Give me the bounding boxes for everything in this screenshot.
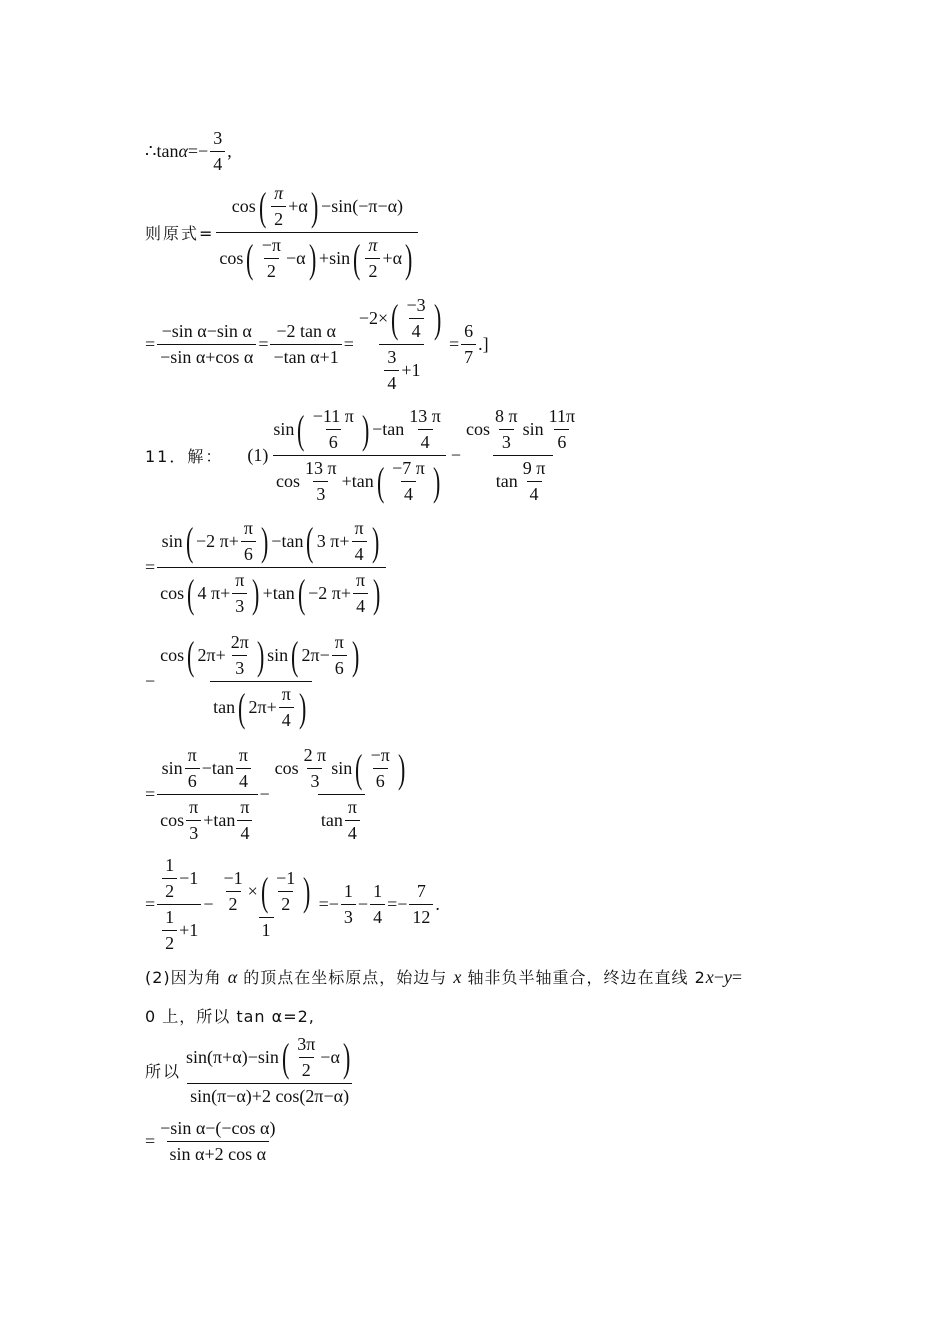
denominator: 6 xyxy=(326,429,341,453)
numerator: π xyxy=(368,235,378,255)
paren-group: ( −2 π+ $\frac{\pi}{6}$ ) xyxy=(185,518,269,564)
step-5-fraction-b xyxy=(215,868,316,941)
sin-fn: sin xyxy=(267,645,289,665)
denominator: 4 xyxy=(236,768,251,792)
numerator: π xyxy=(243,518,253,538)
numerator: 6 xyxy=(464,321,474,341)
plus-alpha: +α xyxy=(288,196,308,216)
numerator: 2 π xyxy=(303,745,327,765)
text: 的顶点在坐标原点，始边与 xyxy=(237,968,454,987)
minus-two-times: −2× xyxy=(358,308,389,328)
numerator: 8 π xyxy=(495,406,518,426)
step-4-fraction-a xyxy=(157,745,257,844)
term: 3 π+ xyxy=(316,531,350,551)
step-5-fraction-a xyxy=(157,855,201,954)
minus-sin: −sin xyxy=(247,1047,279,1067)
numerator: −3 xyxy=(406,295,426,315)
numerator: 11π xyxy=(548,406,576,426)
text: 0 上，所以 tan α=2, xyxy=(145,1007,315,1026)
plus-one: +1 xyxy=(401,360,421,380)
denominator: 2 xyxy=(271,206,286,230)
term: 4 π+ xyxy=(197,583,231,603)
fraction xyxy=(520,458,549,505)
sin-fn: sin xyxy=(522,419,544,439)
numerator: 1 xyxy=(165,855,175,875)
fraction xyxy=(368,745,393,792)
result-fraction xyxy=(461,321,476,368)
denominator xyxy=(493,455,554,505)
numerator: 7 xyxy=(416,881,426,901)
denominator: 3 xyxy=(186,820,201,844)
equals: = xyxy=(343,334,354,354)
problem-11-line xyxy=(145,406,585,505)
sin-fn: sin xyxy=(273,419,295,439)
denominator: sin α+2 cos α xyxy=(167,1141,270,1165)
denominator: 6 xyxy=(332,655,347,679)
big-fraction-denominator xyxy=(216,232,418,282)
plus-tan: +tan xyxy=(341,471,374,491)
term: −2 π+ xyxy=(195,531,239,551)
term: −2 π+ xyxy=(308,583,352,603)
denominator xyxy=(273,455,446,505)
minus-tan: −tan xyxy=(271,531,304,551)
fraction xyxy=(389,458,428,505)
paren-group: ( $\frac{\pi}{2}$ +α ) xyxy=(353,235,413,281)
paren-group: ( $\frac{-\pi}{6}$ ) xyxy=(355,745,406,791)
numerator: π xyxy=(334,632,344,652)
equals-minus: =− xyxy=(318,894,339,914)
paren-group: ( $\frac{3\pi}{2}$ −α ) xyxy=(281,1034,351,1080)
fraction-neg3-4 xyxy=(404,295,429,342)
cos-fn: cos xyxy=(231,196,256,216)
numerator: π xyxy=(281,684,291,704)
fraction xyxy=(301,745,330,792)
denominator: 2 xyxy=(162,878,177,902)
denominator: 4 xyxy=(352,541,367,565)
step-3-line xyxy=(145,632,367,731)
denominator: 2 xyxy=(162,930,177,954)
step-2-fraction xyxy=(157,518,386,617)
cos-fn: cos xyxy=(466,419,491,439)
denominator: −tan α+1 xyxy=(270,344,341,368)
denominator: 4 xyxy=(418,429,433,453)
denominator: 12 xyxy=(409,904,433,928)
numerator: π xyxy=(189,797,199,817)
plus-sin: +sin xyxy=(318,248,351,268)
fraction-a xyxy=(270,406,449,505)
fraction-b xyxy=(463,406,583,505)
fraction xyxy=(302,458,340,505)
part-2-paragraph xyxy=(145,958,810,1036)
text: (2)因为角 xyxy=(145,968,228,987)
denominator: 4 xyxy=(370,904,385,928)
numerator: 3π xyxy=(297,1034,316,1054)
fraction xyxy=(352,518,367,565)
fraction xyxy=(186,797,201,844)
numerator: π xyxy=(187,745,197,765)
numerator: −11 π xyxy=(312,406,354,426)
minus-sin: −sin xyxy=(321,196,353,216)
numerator: −sin α−sin α xyxy=(161,321,252,341)
denominator: 6 xyxy=(241,541,256,565)
numerator: π xyxy=(274,183,284,203)
numerator xyxy=(157,855,201,904)
denominator xyxy=(157,567,386,617)
fraction xyxy=(185,745,200,792)
denominator: 6 xyxy=(373,768,388,792)
step-4-line xyxy=(145,745,413,844)
fraction-3-4 xyxy=(210,128,225,175)
tan-fn: tan xyxy=(213,697,236,717)
denominator: −sin α+cos α xyxy=(157,344,256,368)
denominator: 4 xyxy=(279,707,294,731)
denominator: 2 xyxy=(365,258,380,282)
denominator: 4 xyxy=(384,370,399,394)
minus: − xyxy=(713,967,724,987)
term: 2π+ xyxy=(197,645,226,665)
fraction-7-12 xyxy=(409,881,433,928)
numerator: 1 xyxy=(373,881,383,901)
denominator: 7 xyxy=(461,344,476,368)
big-fraction xyxy=(216,183,418,282)
paren-group: ( $\frac{-3}{4}$ ) xyxy=(391,295,442,341)
denominator: 6 xyxy=(185,768,200,792)
minus-tan: −tan xyxy=(201,758,234,778)
denominator: 4 xyxy=(401,481,416,505)
var-y: y xyxy=(723,967,732,987)
plus-alpha: +α xyxy=(382,248,403,268)
numerator xyxy=(215,868,316,917)
cos-fn: cos xyxy=(160,583,185,603)
part-2-fraction-line xyxy=(145,1034,358,1107)
sin-fn: sin xyxy=(186,1047,208,1067)
minus: − xyxy=(450,445,462,465)
numerator: 3 xyxy=(387,347,397,367)
period: . xyxy=(435,894,440,914)
argument: (π+α) xyxy=(207,1047,248,1067)
denominator: 1 xyxy=(259,917,274,941)
denominator: 3 xyxy=(307,768,322,792)
fraction xyxy=(237,797,252,844)
fraction-3-4 xyxy=(384,347,399,394)
minus-one: −1 xyxy=(179,868,199,888)
part-2-fraction xyxy=(183,1034,356,1107)
fraction xyxy=(162,855,177,902)
step-4-fraction-b xyxy=(272,745,412,844)
fraction xyxy=(279,684,294,731)
numerator: −π xyxy=(261,235,281,255)
line-original-expression xyxy=(145,183,420,282)
cos-fn: cos xyxy=(160,810,185,830)
alpha: α xyxy=(227,967,238,987)
numerator: 13 π xyxy=(305,458,337,478)
paren-group: ( $\frac{-\pi}{2}$ −α ) xyxy=(246,235,316,281)
minus: − xyxy=(357,894,369,914)
fraction-1-3 xyxy=(341,881,356,928)
therefore-tan: ∴tan xyxy=(145,141,179,161)
equals-minus: =− xyxy=(187,141,209,161)
tan-fn: tan xyxy=(495,471,518,491)
numerator: −1 xyxy=(223,868,243,888)
paren-group: ( $\frac{-7 \pi}{4}$ ) xyxy=(376,458,441,504)
denominator: 6 xyxy=(554,429,569,453)
sin-fn: sin xyxy=(331,758,353,778)
fraction-neg-pi-2 xyxy=(259,235,284,282)
label-original-expression: 则原式= xyxy=(145,224,215,243)
numerator xyxy=(157,632,365,681)
big-fraction-numerator xyxy=(229,183,406,232)
fraction xyxy=(228,632,252,679)
numerator: 3 xyxy=(213,128,223,148)
denominator: 3 xyxy=(232,593,247,617)
numerator xyxy=(159,745,256,794)
denominator xyxy=(157,904,201,954)
label-so: 所以 xyxy=(145,1062,182,1081)
cos-fn: cos xyxy=(274,758,299,778)
numerator: π xyxy=(356,570,366,590)
fraction xyxy=(232,570,247,617)
var-x: x xyxy=(453,967,462,987)
plus-tan: +tan xyxy=(203,810,236,830)
minus-alpha: −α xyxy=(320,1047,340,1067)
minus-tan: −tan xyxy=(372,419,405,439)
numerator: π xyxy=(347,797,357,817)
line-simplification xyxy=(145,295,489,394)
paren-group: ( 4 π+ $\frac{\pi}{3}$ ) xyxy=(187,570,260,616)
denominator xyxy=(157,794,257,844)
equals: = xyxy=(145,1131,156,1151)
tan-fn: tan xyxy=(320,810,343,830)
numerator: 1 xyxy=(343,881,353,901)
numerator: −2 tan α xyxy=(276,321,336,341)
denominator xyxy=(210,681,312,731)
denominator: 2 xyxy=(278,891,293,915)
numerator xyxy=(463,406,583,455)
numerator xyxy=(272,745,412,794)
part-2-result-fraction xyxy=(157,1118,278,1165)
equals: = xyxy=(449,334,460,354)
fraction xyxy=(310,406,357,453)
numerator: π xyxy=(238,745,248,765)
plus-one: +1 xyxy=(179,920,199,940)
denominator: sin(π−α)+2 cos(2π−α) xyxy=(187,1083,352,1107)
fraction xyxy=(546,406,578,453)
denominator: 2 xyxy=(226,891,241,915)
end-bracket: .] xyxy=(478,334,489,354)
numerator: 2π xyxy=(230,632,249,652)
paren-group: ( 2π+ $\frac{\pi}{4}$ ) xyxy=(238,684,307,730)
fraction xyxy=(273,868,298,915)
part-1-label: (1) xyxy=(247,445,269,465)
paren-group: ( 2π− $\frac{\pi}{6}$ ) xyxy=(291,632,360,678)
denominator: 3 xyxy=(232,655,247,679)
fraction xyxy=(492,406,521,453)
denominator: 4 xyxy=(409,318,424,342)
fraction xyxy=(220,868,245,915)
sin-fn: sin xyxy=(161,758,183,778)
times: × xyxy=(247,881,258,901)
fraction-sin-cos xyxy=(157,321,256,368)
numerator: −π xyxy=(370,745,390,765)
cos-fn: cos xyxy=(276,471,301,491)
fraction-pi-2 xyxy=(365,235,380,282)
fraction-1-4 xyxy=(370,881,385,928)
fraction-substitution xyxy=(356,295,447,394)
fraction xyxy=(162,907,177,954)
denominator: 3 xyxy=(499,429,514,453)
equals: = xyxy=(731,967,743,987)
denominator: 4 xyxy=(527,481,542,505)
numerator xyxy=(356,295,447,344)
paren-group: ( $\frac{\pi}{2}$ +α ) xyxy=(258,183,319,229)
fraction xyxy=(294,1034,318,1081)
alpha: α xyxy=(178,141,188,161)
denominator: 4 xyxy=(345,820,360,844)
equals: = xyxy=(145,784,156,804)
fraction xyxy=(345,797,360,844)
denominator: 2 xyxy=(264,258,279,282)
denominator: 3 xyxy=(341,904,356,928)
part-2-result-line xyxy=(145,1118,280,1165)
denominator: 4 xyxy=(353,593,368,617)
fraction-pi-2 xyxy=(271,183,286,230)
paren-group: ( −2 π+ $\frac{\pi}{4}$ ) xyxy=(297,570,381,616)
denominator: 4 xyxy=(210,151,225,175)
cos-fn: cos xyxy=(219,248,244,268)
minus: − xyxy=(259,784,270,804)
numerator: −7 π xyxy=(392,458,425,478)
step-3-fraction xyxy=(157,632,365,731)
cos-fn: cos xyxy=(160,645,185,665)
numerator: 9 π xyxy=(522,458,546,478)
numerator: 1 xyxy=(165,907,175,927)
numerator xyxy=(270,406,449,455)
denominator: 2 xyxy=(299,1057,314,1081)
var-x: x xyxy=(705,967,714,987)
minus-alpha: −α xyxy=(286,248,306,268)
denominator xyxy=(318,794,365,844)
step-2-line xyxy=(145,518,388,617)
minus: − xyxy=(145,671,156,691)
fraction xyxy=(332,632,347,679)
term: 2π+ xyxy=(248,697,277,717)
sin-fn: sin xyxy=(161,531,183,551)
paren-group: ( $\frac{-1}{2}$ ) xyxy=(260,868,311,914)
equals-minus: =− xyxy=(387,894,408,914)
comma: , xyxy=(227,141,232,161)
equals: = xyxy=(145,894,156,914)
fraction xyxy=(353,570,368,617)
denominator xyxy=(379,344,423,394)
line-tan-alpha xyxy=(145,128,232,175)
fraction xyxy=(236,745,251,792)
numerator: π xyxy=(240,797,250,817)
numerator: −sin α−(−cos α) xyxy=(160,1118,276,1138)
fraction-tan xyxy=(270,321,341,368)
numerator xyxy=(159,518,385,567)
denominator: 3 xyxy=(313,481,328,505)
plus-tan: +tan xyxy=(262,583,295,603)
step-5-line xyxy=(145,855,440,954)
numerator: π xyxy=(354,518,364,538)
numerator: π xyxy=(235,570,245,590)
text: 轴非负半轴重合，终边在直线 2 xyxy=(461,968,706,987)
denominator: 4 xyxy=(237,820,252,844)
equals: = xyxy=(145,557,156,577)
equals: = xyxy=(145,334,156,354)
term: 2π− xyxy=(301,645,330,665)
minus: − xyxy=(203,894,214,914)
paren-group: ( 2π+ $\frac{2\pi}{3}$ ) xyxy=(187,632,265,678)
numerator: −1 xyxy=(276,868,296,888)
numerator xyxy=(183,1034,356,1083)
paren-group: ( $\frac{-11 \pi}{6}$ ) xyxy=(297,406,370,452)
numerator: 13 π xyxy=(409,406,441,426)
sin-argument: (−π−α) xyxy=(352,196,404,216)
fraction xyxy=(241,518,256,565)
paren-group: ( 3 π+ $\frac{\pi}{4}$ ) xyxy=(306,518,379,564)
equals: = xyxy=(258,334,269,354)
fraction xyxy=(406,406,444,453)
problem-11-label: 11．解： xyxy=(145,447,224,466)
